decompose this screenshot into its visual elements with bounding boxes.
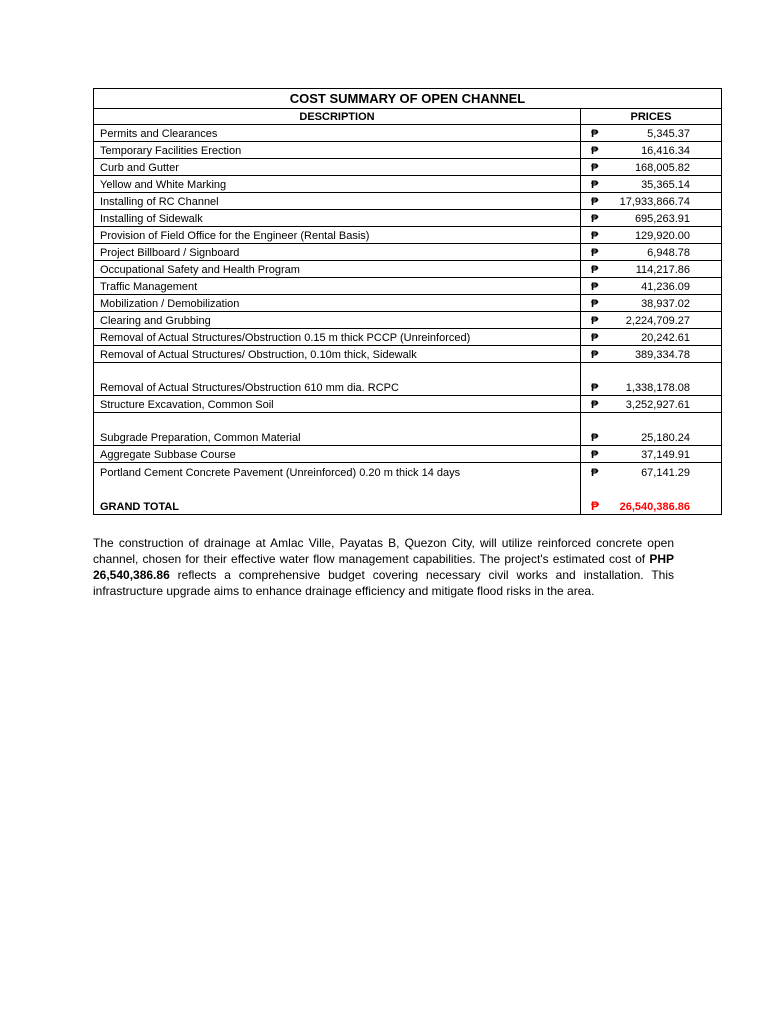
- project-description: [93, 535, 674, 599]
- row-price: [581, 176, 721, 192]
- grand-total-label: GRAND TOTAL: [94, 480, 581, 514]
- row-price: [581, 261, 721, 277]
- table-row: [94, 142, 721, 159]
- row-amount: 17,933,866.74: [619, 196, 690, 208]
- table-header: [94, 109, 721, 125]
- row-amount: 35,365.14: [641, 179, 690, 191]
- row-description: Curb and Gutter: [94, 159, 581, 175]
- row-description: Project Billboard / Signboard: [94, 244, 581, 260]
- row-amount: 16,416.34: [641, 145, 690, 157]
- paragraph-text-before: The construction of drainage at Amlac Ville, Payatas B, Quezon City, will utilize reinforced concrete open channel, chosen for their effective water flow management capabilities. The project's estimated cost of: [93, 536, 674, 566]
- table-row: [94, 244, 721, 261]
- row-description: Temporary Facilities Erection: [94, 142, 581, 158]
- peso-icon: ₱: [591, 499, 600, 513]
- row-amount: 2,224,709.27: [625, 315, 690, 327]
- row-amount: 37,149.91: [641, 449, 690, 461]
- grand-total-price: [581, 480, 721, 514]
- row-amount: 25,180.24: [641, 432, 690, 444]
- table-row: [94, 312, 721, 329]
- row-price: [581, 346, 721, 362]
- row-amount: 67,141.29: [641, 467, 690, 479]
- peso-icon: ₱: [591, 162, 599, 174]
- row-amount: 5,345.37: [647, 128, 690, 140]
- row-amount: 389,334.78: [634, 349, 690, 361]
- peso-icon: ₱: [591, 467, 599, 479]
- peso-icon: ₱: [591, 128, 599, 140]
- table-row: [94, 329, 721, 346]
- row-price: [581, 278, 721, 294]
- peso-icon: ₱: [591, 196, 599, 208]
- row-description: Structure Excavation, Common Soil: [94, 396, 581, 412]
- table-row: [94, 363, 721, 396]
- paragraph-total-cost: PHP 26,540,386.86: [93, 552, 674, 582]
- row-description: Occupational Safety and Health Program: [94, 261, 581, 277]
- row-description: Traffic Management: [94, 278, 581, 294]
- row-description: Clearing and Grubbing: [94, 312, 581, 328]
- peso-icon: ₱: [591, 213, 599, 225]
- peso-icon: ₱: [591, 449, 599, 461]
- table-row: [94, 446, 721, 463]
- row-description: Installing of Sidewalk: [94, 210, 581, 226]
- peso-icon: ₱: [591, 230, 599, 242]
- row-description: Subgrade Preparation, Common Material: [94, 413, 581, 445]
- table-row: [94, 210, 721, 227]
- row-description: Portland Cement Concrete Pavement (Unreinforced) 0.20 m thick 14 days: [94, 463, 581, 480]
- peso-icon: ₱: [591, 179, 599, 191]
- row-description: Removal of Actual Structures/Obstruction 0.15 m thick PCCP (Unreinforced): [94, 329, 581, 345]
- row-price: [581, 312, 721, 328]
- row-price: [581, 295, 721, 311]
- peso-icon: ₱: [591, 264, 599, 276]
- row-description: Removal of Actual Structures/ Obstruction, 0.10m thick, Sidewalk: [94, 346, 581, 362]
- grand-total-row: [94, 480, 721, 514]
- peso-icon: ₱: [591, 332, 599, 344]
- row-price: [581, 125, 721, 141]
- peso-icon: ₱: [591, 298, 599, 310]
- table-row: [94, 396, 721, 413]
- row-description: Mobilization / Demobilization: [94, 295, 581, 311]
- row-amount: 38,937.02: [641, 298, 690, 310]
- table-row: [94, 346, 721, 363]
- table-row: [94, 261, 721, 278]
- table-row: [94, 159, 721, 176]
- row-amount: 114,217.86: [635, 264, 690, 276]
- table-body: [94, 125, 721, 480]
- cost-summary-table: [93, 88, 722, 515]
- peso-icon: ₱: [591, 382, 599, 394]
- row-amount: 695,263.91: [634, 213, 690, 225]
- prices-header: PRICES: [630, 111, 672, 123]
- row-description: Yellow and White Marking: [94, 176, 581, 192]
- table-row: [94, 176, 721, 193]
- row-amount: 3,252,927.61: [625, 399, 690, 411]
- grand-total-amount: 26,540,386.86: [619, 501, 690, 513]
- row-price: [581, 244, 721, 260]
- table-row: [94, 125, 721, 142]
- row-description: Aggregate Subbase Course: [94, 446, 581, 462]
- row-description: Provision of Field Office for the Engineer (Rental Basis): [94, 227, 581, 243]
- peso-icon: ₱: [591, 315, 599, 327]
- peso-icon: ₱: [591, 281, 599, 293]
- row-description: Installing of RC Channel: [94, 193, 581, 209]
- row-amount: 6,948.78: [647, 247, 690, 259]
- peso-icon: ₱: [591, 247, 599, 259]
- row-price: [581, 446, 721, 462]
- row-price: [581, 329, 721, 345]
- table-row: [94, 295, 721, 312]
- row-amount: 129,920.00: [634, 230, 690, 242]
- table-row: [94, 463, 721, 480]
- table-row: [94, 413, 721, 446]
- row-amount: 41,236.09: [641, 281, 690, 293]
- row-price: [581, 463, 721, 480]
- table-title: COST SUMMARY OF OPEN CHANNEL: [94, 89, 721, 109]
- peso-icon: ₱: [591, 432, 599, 444]
- peso-icon: ₱: [591, 349, 599, 361]
- table-row: [94, 227, 721, 244]
- row-price: [581, 193, 721, 209]
- row-price: [581, 210, 721, 226]
- row-price: [581, 142, 721, 158]
- row-price: [581, 227, 721, 243]
- row-price: [581, 363, 721, 395]
- row-price: [581, 396, 721, 412]
- row-description: Permits and Clearances: [94, 125, 581, 141]
- table-row: [94, 193, 721, 210]
- paragraph-text-after: reflects a comprehensive budget covering necessary civil works and installation. This infrastructure upgrade aims to enhance drainage efficiency and mitigate flood risks in the area.: [93, 568, 674, 598]
- row-amount: 1,338,178.08: [625, 382, 690, 394]
- row-price: [581, 159, 721, 175]
- peso-icon: ₱: [591, 399, 599, 411]
- table-row: [94, 278, 721, 295]
- row-amount: 168,005.82: [634, 162, 690, 174]
- row-description: Removal of Actual Structures/Obstruction 610 mm dia. RCPC: [94, 363, 581, 395]
- peso-icon: ₱: [591, 145, 599, 157]
- description-header: DESCRIPTION: [94, 109, 581, 124]
- row-amount: 20,242.61: [641, 332, 690, 344]
- row-price: [581, 413, 721, 445]
